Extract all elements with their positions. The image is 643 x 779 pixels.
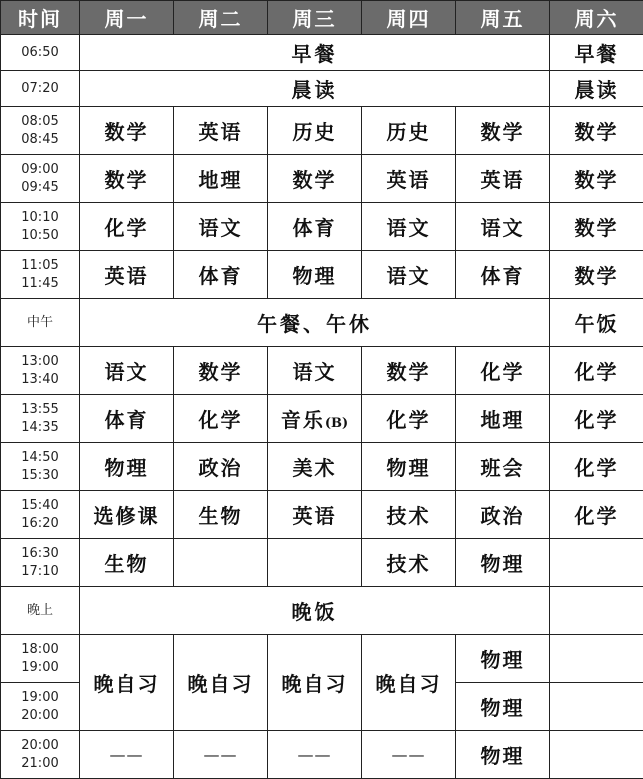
start-time: 13:00: [1, 353, 79, 371]
start-time: 08:05: [1, 113, 79, 131]
class-cell: 数学: [80, 107, 174, 155]
lunch-break-cell: 午餐、午休: [80, 299, 550, 347]
class-cell: 语文: [362, 203, 456, 251]
table-row: [1, 155, 643, 203]
class-cell: 班会: [456, 443, 550, 491]
table-row: [1, 491, 643, 539]
time-cell: 06:50: [1, 35, 80, 71]
end-time: 09:45: [1, 179, 79, 197]
class-name: 音乐: [281, 408, 325, 432]
end-time: 15:30: [1, 467, 79, 485]
table-row: [1, 107, 643, 155]
class-cell: 历史: [362, 107, 456, 155]
header-day-wed: 周三: [268, 1, 362, 35]
class-cell: [550, 539, 643, 587]
class-cell: 化学: [550, 395, 643, 443]
class-cell: 美术: [268, 443, 362, 491]
class-cell: 英语: [80, 251, 174, 299]
time-cell: [1, 251, 80, 299]
class-cell: 语文: [268, 347, 362, 395]
class-cell: 英语: [456, 155, 550, 203]
table-row: [1, 539, 643, 587]
class-cell: 数学: [550, 203, 643, 251]
class-cell: 物理: [80, 443, 174, 491]
class-cell: 语文: [456, 203, 550, 251]
end-time: 20:00: [1, 707, 79, 725]
class-cell: 技术: [362, 539, 456, 587]
class-cell: 语文: [80, 347, 174, 395]
morning-read-cell: 晨读: [80, 71, 550, 107]
class-cell: 物理: [456, 635, 550, 683]
self-study-thu: 晚自习: [362, 635, 456, 731]
dinner-cell: 晚饭: [80, 587, 550, 635]
table-row: [1, 635, 643, 683]
start-time: 11:05: [1, 257, 79, 275]
class-cell: 数学: [268, 155, 362, 203]
class-cell: 物理: [456, 683, 550, 731]
table-row: [1, 395, 643, 443]
class-cell: 选修课: [80, 491, 174, 539]
breakfast-cell: 早餐: [80, 35, 550, 71]
class-cell: 语文: [362, 251, 456, 299]
class-cell: 数学: [550, 155, 643, 203]
class-cell: 物理: [362, 443, 456, 491]
start-time: 15:40: [1, 497, 79, 515]
time-cell: [1, 347, 80, 395]
header-day-mon: 周一: [80, 1, 174, 35]
empty-dash-cell: ——: [174, 731, 268, 779]
end-time: 10:50: [1, 227, 79, 245]
end-time: 11:45: [1, 275, 79, 293]
time-cell: [1, 539, 80, 587]
class-cell: 数学: [550, 251, 643, 299]
saturday-breakfast-cell: 早餐: [550, 35, 643, 71]
class-cell: 数学: [362, 347, 456, 395]
class-cell: [268, 539, 362, 587]
time-cell: 07:20: [1, 71, 80, 107]
empty-dash-cell: ——: [362, 731, 456, 779]
time-cell: [1, 683, 80, 731]
class-cell: 英语: [174, 107, 268, 155]
header-row: [1, 1, 643, 35]
time-cell: [1, 395, 80, 443]
class-cell: 化学: [550, 347, 643, 395]
music-class-cell: [268, 395, 362, 443]
self-study-wed: 晚自习: [268, 635, 362, 731]
class-cell: 地理: [174, 155, 268, 203]
table-row: [1, 251, 643, 299]
empty-dash-cell: ——: [80, 731, 174, 779]
class-cell: 政治: [174, 443, 268, 491]
self-study-mon: 晚自习: [80, 635, 174, 731]
class-cell: 生物: [174, 491, 268, 539]
end-time: 13:40: [1, 371, 79, 389]
class-cell: 化学: [550, 491, 643, 539]
saturday-lunch-cell: 午饭: [550, 299, 643, 347]
class-cell: 体育: [268, 203, 362, 251]
class-cell: 技术: [362, 491, 456, 539]
class-cell: 体育: [456, 251, 550, 299]
table-row: [1, 203, 643, 251]
empty-dash-cell: ——: [268, 731, 362, 779]
class-cell: 化学: [80, 203, 174, 251]
start-time: 09:00: [1, 161, 79, 179]
self-study-tue: 晚自习: [174, 635, 268, 731]
table-row: [1, 587, 643, 635]
class-cell: 政治: [456, 491, 550, 539]
time-cell: [1, 731, 80, 779]
time-cell: [1, 107, 80, 155]
start-time: 19:00: [1, 689, 79, 707]
time-cell: [1, 155, 80, 203]
table-row: [1, 35, 643, 71]
time-cell: 晚上: [1, 587, 80, 635]
table-row: [1, 731, 643, 779]
start-time: 20:00: [1, 737, 79, 755]
start-time: 13:55: [1, 401, 79, 419]
time-cell: 中午: [1, 299, 80, 347]
class-group-tag: (B): [325, 416, 348, 431]
saturday-morning-read-cell: 晨读: [550, 71, 643, 107]
table-row: [1, 71, 643, 107]
class-cell: 物理: [456, 731, 550, 779]
saturday-evening-cell: [550, 587, 643, 635]
class-cell: 英语: [362, 155, 456, 203]
end-time: 19:00: [1, 659, 79, 677]
class-cell: [550, 731, 643, 779]
time-cell: [1, 635, 80, 683]
class-cell: 物理: [268, 251, 362, 299]
start-time: 10:10: [1, 209, 79, 227]
end-time: 14:35: [1, 419, 79, 437]
start-time: 18:00: [1, 641, 79, 659]
class-cell: 数学: [174, 347, 268, 395]
table-row: [1, 347, 643, 395]
header-day-thu: 周四: [362, 1, 456, 35]
start-time: 14:50: [1, 449, 79, 467]
class-cell: 数学: [550, 107, 643, 155]
start-time: 16:30: [1, 545, 79, 563]
class-cell: 体育: [174, 251, 268, 299]
header-day-sat: 周六: [550, 1, 643, 35]
class-cell: 生物: [80, 539, 174, 587]
class-cell: 英语: [268, 491, 362, 539]
class-cell: [550, 683, 643, 731]
class-cell: 历史: [268, 107, 362, 155]
class-cell: 数学: [456, 107, 550, 155]
table-row: [1, 299, 643, 347]
class-cell: [550, 635, 643, 683]
end-time: 17:10: [1, 563, 79, 581]
class-cell: 体育: [80, 395, 174, 443]
time-cell: [1, 203, 80, 251]
class-cell: 数学: [80, 155, 174, 203]
header-day-tue: 周二: [174, 1, 268, 35]
header-day-fri: 周五: [456, 1, 550, 35]
class-cell: 化学: [456, 347, 550, 395]
time-cell: [1, 443, 80, 491]
header-time: 时间: [1, 1, 80, 35]
class-cell: 地理: [456, 395, 550, 443]
class-cell: 物理: [456, 539, 550, 587]
class-cell: 化学: [174, 395, 268, 443]
end-time: 21:00: [1, 755, 79, 773]
class-cell: 语文: [174, 203, 268, 251]
class-cell: [174, 539, 268, 587]
time-cell: [1, 491, 80, 539]
table-row: [1, 443, 643, 491]
class-cell: 化学: [362, 395, 456, 443]
class-cell: 化学: [550, 443, 643, 491]
end-time: 08:45: [1, 131, 79, 149]
end-time: 16:20: [1, 515, 79, 533]
